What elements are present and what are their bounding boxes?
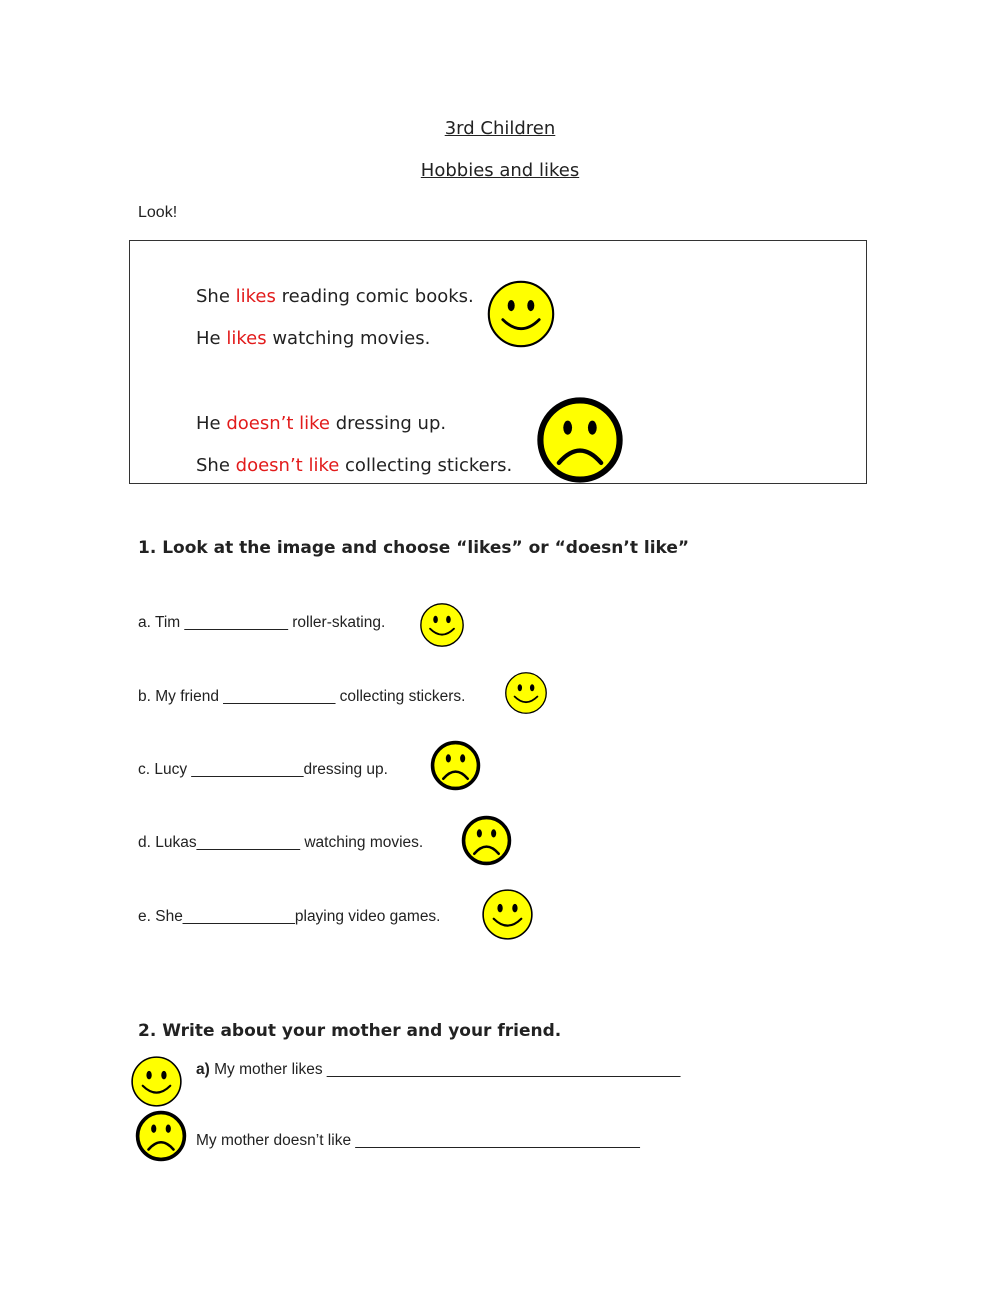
sad-face-icon <box>461 815 512 866</box>
exercise-item: b. My friend _____________ collecting stickers. <box>138 688 466 705</box>
section-1-heading: 1. Look at the image and choose “likes” or “doesn’t like” <box>138 538 690 558</box>
look-label: Look! <box>138 204 178 221</box>
example-sentence: She likes reading comic books. <box>196 286 474 307</box>
worksheet-title: 3rd Children <box>444 118 556 139</box>
sad-face-icon <box>430 740 481 791</box>
sad-face-icon <box>536 396 624 484</box>
examples-box <box>129 240 867 484</box>
smiley-face-icon <box>419 602 465 648</box>
exercise-item: a. Tim ____________ roller-skating. <box>138 614 386 631</box>
section-2-heading: 2. Write about your mother and your friend. <box>138 1021 562 1041</box>
exercise-item: c. Lucy _____________dressing up. <box>138 761 388 778</box>
smiley-face-icon <box>481 888 534 941</box>
example-sentence: He likes watching movies. <box>196 328 431 349</box>
exercise-item: d. Lukas____________ watching movies. <box>138 834 424 851</box>
writing-line-dislikes: My mother doesn’t like _________________________________ <box>196 1132 640 1149</box>
worksheet-subtitle: Hobbies and likes <box>420 160 580 181</box>
smiley-face-icon <box>486 279 556 349</box>
example-sentence: She doesn’t like collecting stickers. <box>196 455 513 476</box>
example-sentence: He doesn’t like dressing up. <box>196 413 447 434</box>
exercise-item: e. She_____________playing video games. <box>138 908 441 925</box>
smiley-face-icon <box>130 1055 183 1108</box>
writing-line-likes: a) My mother likes _________________________________________ <box>196 1061 681 1078</box>
sad-face-icon <box>135 1110 187 1162</box>
smiley-face-icon <box>504 671 548 715</box>
line-label: a) <box>196 1061 210 1078</box>
